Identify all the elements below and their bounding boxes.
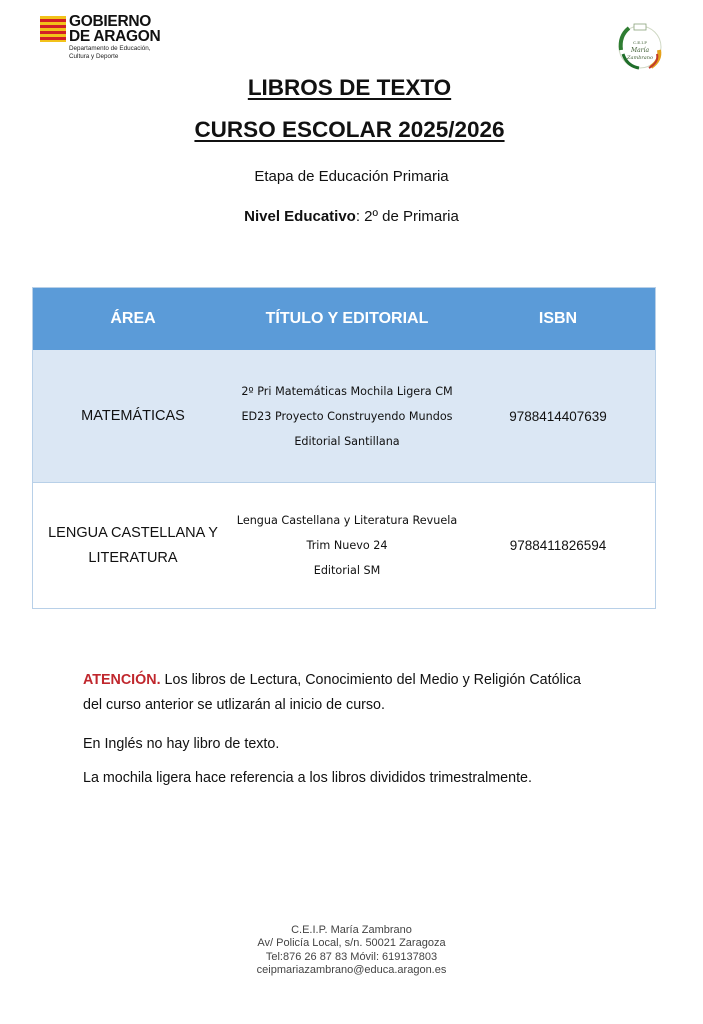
isbn-cell: 9788411826594: [509, 538, 607, 553]
area-line: MATEMÁTICAS: [81, 407, 185, 424]
attention-text: Los libros de Lectura, Conocimiento del Medio y Religión Católica: [160, 672, 581, 688]
aragon-flag-icon: [40, 16, 66, 42]
education-stage: Etapa de Educación Primaria: [254, 168, 449, 185]
column-header-title: TÍTULO Y EDITORIAL: [265, 310, 429, 327]
table-row: [33, 482, 655, 608]
title-line: Trim Nuevo 24: [306, 539, 388, 552]
title-line: ED23 Proyecto Construyendo Mundos: [241, 409, 453, 423]
area-line: LENGUA CASTELLANA Y: [48, 524, 218, 541]
table-header: [33, 288, 655, 350]
footer-email[interactable]: ceipmariazambrano@educa.aragon.es: [256, 964, 447, 977]
area-cell: [33, 404, 233, 429]
attention-label: ATENCIÓN.: [83, 672, 161, 688]
area-line: LITERATURA: [88, 549, 178, 566]
school-logo-icon: [613, 20, 667, 72]
document-subtitle-year: CURSO ESCOLAR 2025/2026: [194, 117, 505, 142]
english-note: En Inglés no hay libro de texto.: [83, 736, 280, 752]
textbooks-table: [32, 287, 656, 609]
gov-logo-text: [69, 14, 160, 44]
gov-logo-department: [69, 45, 179, 60]
attention-text-cont: del curso anterior se utlizarán al inicio de curso.: [83, 697, 385, 713]
svg-text:C.E.I.P: C.E.I.P: [633, 40, 647, 45]
column-header-isbn: ISBN: [538, 310, 578, 327]
footer-phone: Tel:876 26 87 83 Móvil: 619137803: [265, 950, 438, 963]
gov-logo-line2: DE ARAGON: [69, 28, 161, 45]
title-cell: [233, 508, 461, 583]
svg-text:María: María: [630, 47, 650, 54]
svg-text:Zambrano: Zambrano: [627, 55, 653, 61]
backpack-note: La mochila ligera hace referencia a los libros divididos trimestralmente.: [83, 770, 532, 786]
column-header-area: ÁREA: [110, 310, 156, 327]
isbn-cell: 9788414407639: [509, 408, 607, 424]
document-title: LIBROS DE TEXTO: [247, 75, 452, 100]
education-level: [0, 208, 703, 225]
education-level-label: Nivel Educativo: [244, 208, 356, 225]
gov-logo-line1: GOBIERNO: [69, 13, 151, 30]
publisher-line: Editorial SM: [313, 564, 381, 577]
title-line: Lengua Castellana y Literatura Revuela: [236, 514, 458, 527]
gobierno-aragon-logo: [40, 14, 170, 62]
footer-address: Av/ Policía Local, s/n. 50021 Zaragoza: [257, 937, 446, 950]
education-level-value: : 2º de Primaria: [355, 208, 459, 225]
school-footer: [0, 924, 703, 978]
attention-note: [83, 668, 643, 718]
gov-logo-dept-line1: Departamento de Educación,: [69, 45, 151, 52]
publisher-line: Editorial Santillana: [294, 434, 400, 448]
footer-school-name: C.E.I.P. María Zambrano: [291, 924, 412, 936]
table-row: [33, 350, 655, 482]
title-line: 2º Pri Matemáticas Mochila Ligera CM: [241, 384, 453, 398]
area-cell: [33, 521, 233, 571]
title-cell: [233, 379, 461, 454]
gov-logo-dept-line2: Cultura y Deporte: [69, 52, 119, 60]
